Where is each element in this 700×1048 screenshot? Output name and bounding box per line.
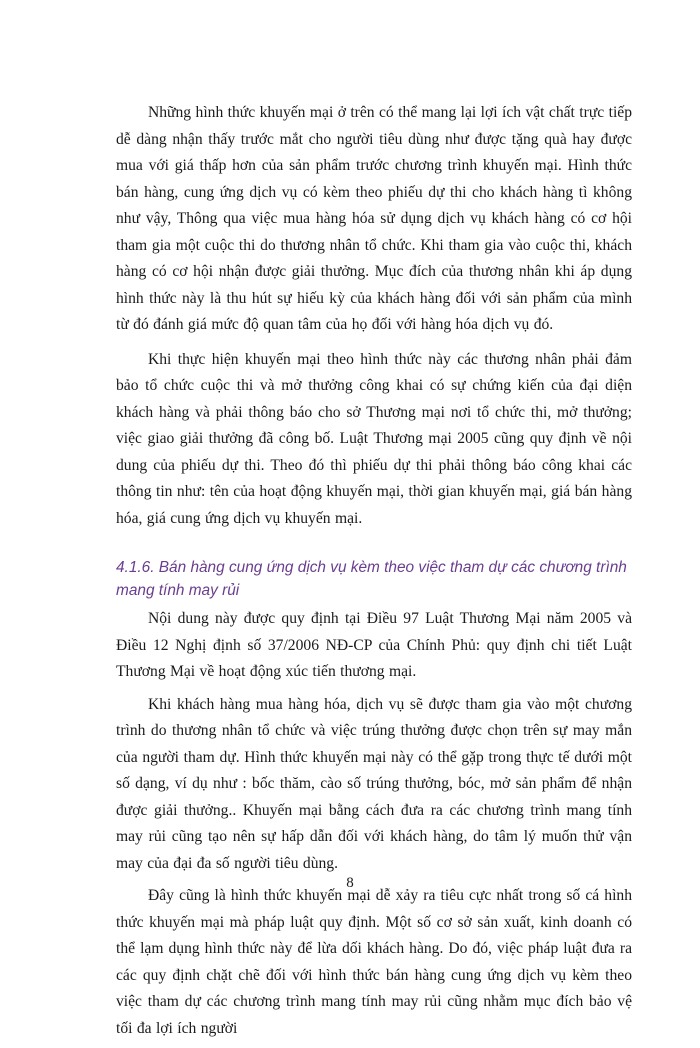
paragraph-contest-requirements: Khi thực hiện khuyến mại theo hình thức này các thương nhân phải đảm bảo tổ chức cuộc thi và mở thưởng công khai có sự chứng kiến của đại diện khách hàng và phải thông báo cho sở Thương mại nơi tổ chức thi, mở thưởng; việc giao giải thưởng đã công bố. Luật Thương mại 2005 cũng quy định về nội dung của phiếu dự thi. Theo đó thì phiếu dự thi phải thông báo công khai các thông tin như: tên của hoạt động khuyến mại, thời gian khuyến mại, giá bán hàng hóa, giá cung ứng dịch vụ khuyến mại. (116, 350, 632, 527)
page-content (116, 100, 632, 1048)
paragraph-lucky-draw-description: Khi khách hàng mua hàng hóa, dịch vụ sẽ được tham gia vào một chương trình do thương nhân tổ chức và việc trúng thưởng được chọn trên sự may mắn của người tham dự. Hình thức khuyến mại này có thể gặp trong thực tế dưới một số dạng, ví dụ như : bốc thăm, cào số trúng thưởng, bóc, mở sản phẩm để nhận được giải thưởng.. Khuyến mại bằng cách đưa ra các chương trình mang tính may rủi cũng tạo nên sự hấp dẫn đối với khách hàng, do tâm lý muốn thử vận may của đại đa số người tiêu dùng. (116, 695, 632, 872)
section-heading-4-1-6: 4.1.6. Bán hàng cung ứng dịch vụ kèm theo việc tham dự các chương trình mang tính may rủi (116, 559, 627, 599)
paragraph-legal-basis: Nội dung này được quy định tại Điều 97 Luật Thương Mại năm 2005 và Điều 12 Nghị định số 37/2006 NĐ-CP của Chính Phủ: quy định chi tiết Luật Thương Mại về hoạt động xúc tiến thương mại. (116, 610, 632, 680)
paragraph-negative-risks: Đây cũng là hình thức khuyến mại dễ xảy ra tiêu cực nhất trong số cá hình thức khuyến mại mà pháp luật quy định. Một số cơ sở sản xuất, kinh doanh có thể lạm dụng hình thức này để lừa dối khách hàng. Do đó, việc pháp luật đưa ra các quy định chặt chẽ đối với hình thức bán hàng cung ứng dịch vụ kèm theo việc tham dự các chương trình mang tính may rủi cũng nhằm mục đích bảo vệ tối đa lợi ích người (116, 887, 632, 1037)
page-number: 8 (346, 875, 354, 891)
paragraph-promotion-benefits: Những hình thức khuyến mại ở trên có thể mang lại lợi ích vật chất trực tiếp dễ dàng nhận thấy trước mắt cho người tiêu dùng như được tặng quà hay được mua với giá thấp hơn của sản phẩm trước chương trình khuyến mại. Hình thức bán hàng, cung ứng dịch vụ có kèm theo phiếu dự thi cho khách hàng tì không như vậy, Thông qua việc mua hàng hóa sử dụng dịch vụ khách hàng có cơ hội tham gia một cuộc thi do thương nhân tổ chức. Khi tham gia vào cuộc thi, khách hàng có cơ hội nhận được giải thưởng. Mục đích của thương nhân khi áp dụng hình thức này là thu hút sự hiếu kỳ của khách hàng đối với sản phẩm của mình từ đó đánh giá mức độ quan tâm của họ đối với hàng hóa dịch vụ đó. (116, 104, 632, 333)
